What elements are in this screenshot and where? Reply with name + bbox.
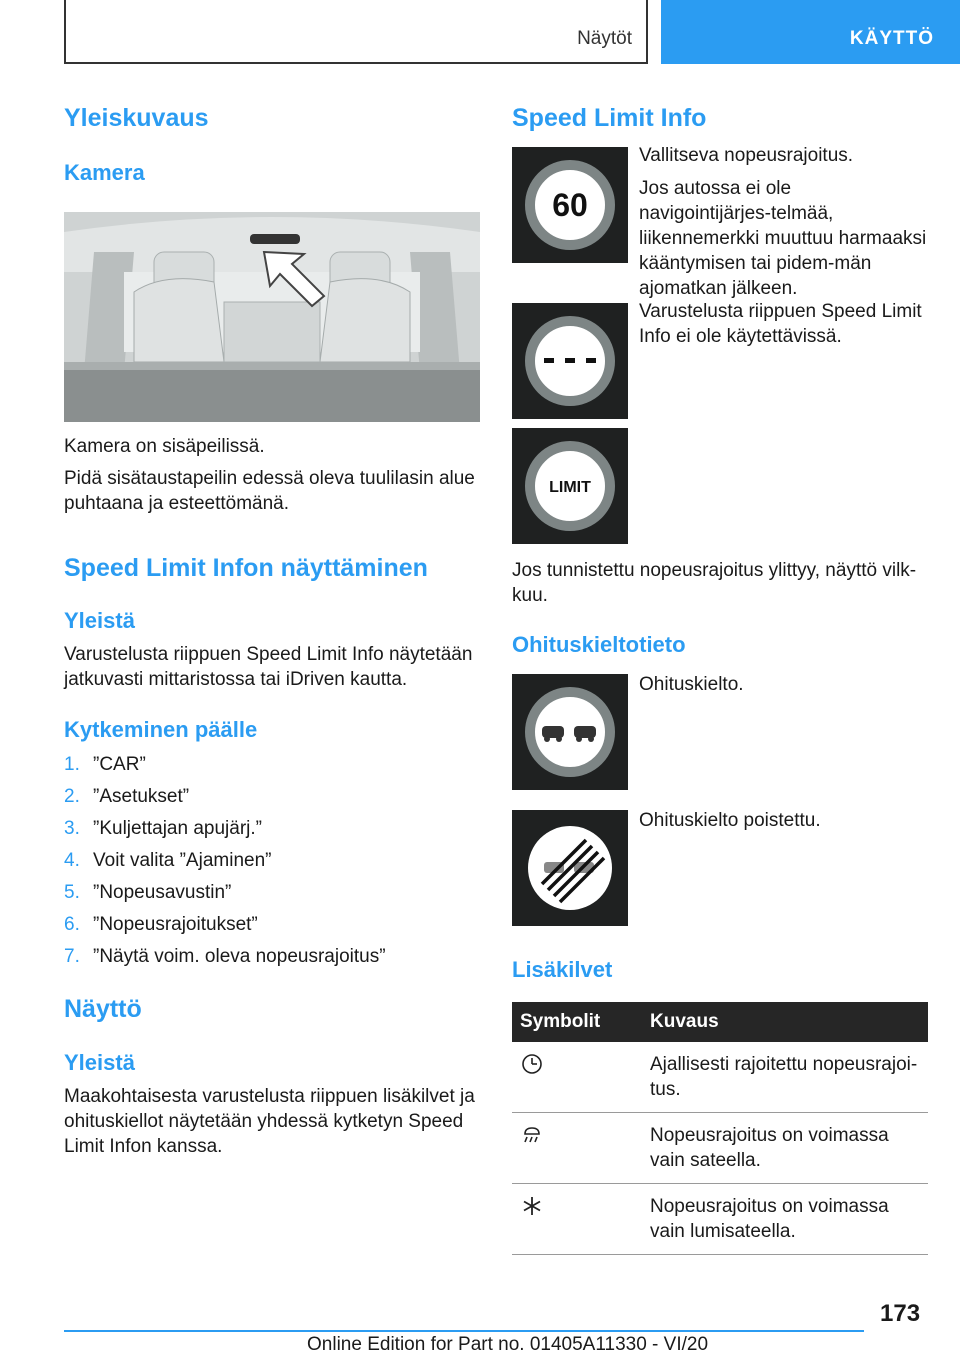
chapter-tab[interactable]: KÄYTTÖ	[661, 0, 960, 64]
rain-icon	[520, 1123, 544, 1147]
table-header-symbols: Symbolit	[512, 1002, 636, 1042]
heading-camera: Kamera	[64, 160, 145, 185]
page-number: 173	[880, 1300, 921, 1327]
display-text: Maakohtaisesta varustelusta riippuen lisäkilvet ja ohituskiellot näytetään yhdessä kytketyn Speed Limit Infon kanssa.	[64, 1086, 475, 1157]
list-item: 1. ”CAR”	[64, 754, 146, 775]
heading-speed-limit-info: Speed Limit Info	[512, 104, 707, 132]
list-item: 2. ”Asetukset”	[64, 786, 190, 807]
sli-text-2: Jos autossa ei ole navigointijärjes-telmää, liikennemerkki muuttuu harmaaksi kääntymisen tai pidem-män ajomatkan jälkeen.	[639, 178, 927, 299]
header-box	[64, 0, 648, 64]
general-text: Varustelusta riippuen Speed Limit Info näytetään jatkuvasti mittaristossa tai iDriven kautta.	[64, 644, 473, 690]
heading-overview: Yleiskuvaus	[64, 104, 209, 132]
heading-display: Näyttö	[64, 995, 142, 1023]
unknown-limit-sign-icon	[512, 303, 628, 419]
heading-general-2: Yleistä	[64, 1050, 135, 1075]
table-row	[512, 1113, 928, 1184]
sli-text-4: Jos tunnistettu nopeusrajoitus ylittyy, näyttö vilk-kuu.	[512, 560, 917, 606]
sign-limit-label: LIMIT	[549, 479, 591, 496]
camera-illustration	[64, 212, 480, 422]
table-row	[512, 1042, 928, 1113]
overtake-text-1: Ohituskielto.	[639, 674, 744, 695]
table-cell: Nopeusrajoitus on voimassa vain lumisateella.	[636, 1184, 928, 1255]
heading-additional-signs: Lisäkilvet	[512, 957, 613, 982]
additional-signs-table	[512, 1002, 928, 1255]
heading-show-sli: Speed Limit Infon näyttäminen	[64, 554, 428, 582]
speed-60-sign-icon	[512, 147, 628, 263]
footer-divider	[64, 1330, 864, 1332]
list-item: 5. ”Nopeusavustin”	[64, 882, 232, 903]
camera-text-1: Kamera on sisäpeilissä.	[64, 436, 265, 457]
table-cell: Nopeusrajoitus on voimassa vain sateella.	[636, 1113, 928, 1184]
overtaking-end-sign-icon	[512, 810, 628, 926]
sli-text-3: Varustelusta riippuen Speed Limit Info ei ole käytettävissä.	[639, 301, 922, 347]
list-item: 4. Voit valita ”Ajaminen”	[64, 850, 272, 871]
edition-footer: Online Edition for Part no. 01405A11330 - VI/20	[307, 1334, 709, 1355]
table-cell: Ajallisesti rajoitettu nopeusrajoi-tus.	[636, 1042, 928, 1113]
no-overtaking-sign-icon	[512, 674, 628, 790]
table-header-description: Kuvaus	[636, 1002, 928, 1042]
heading-switch-on: Kytkeminen päälle	[64, 717, 258, 742]
snowflake-icon	[520, 1194, 544, 1218]
list-item: 3. ”Kuljettajan apujärj.”	[64, 818, 262, 839]
sign-60-label: 60	[552, 187, 588, 223]
list-item: 7. ”Näytä voim. oleva nopeusrajoitus”	[64, 946, 386, 967]
limit-sign-icon	[512, 428, 628, 544]
section-title: Näytöt	[577, 28, 632, 49]
list-item: 6. ”Nopeusrajoitukset”	[64, 914, 258, 935]
overtake-text-2: Ohituskielto poistettu.	[639, 810, 821, 831]
clock-icon	[520, 1052, 544, 1076]
heading-general: Yleistä	[64, 608, 135, 633]
steps-list	[64, 752, 480, 976]
heading-overtaking: Ohituskieltotieto	[512, 632, 686, 657]
camera-text-2: Pidä sisätaustapeilin edessä oleva tuulilasin alue puhtaana ja esteettömänä.	[64, 468, 475, 514]
sli-text-1: Vallitseva nopeusrajoitus.	[639, 145, 854, 166]
table-row	[512, 1184, 928, 1255]
